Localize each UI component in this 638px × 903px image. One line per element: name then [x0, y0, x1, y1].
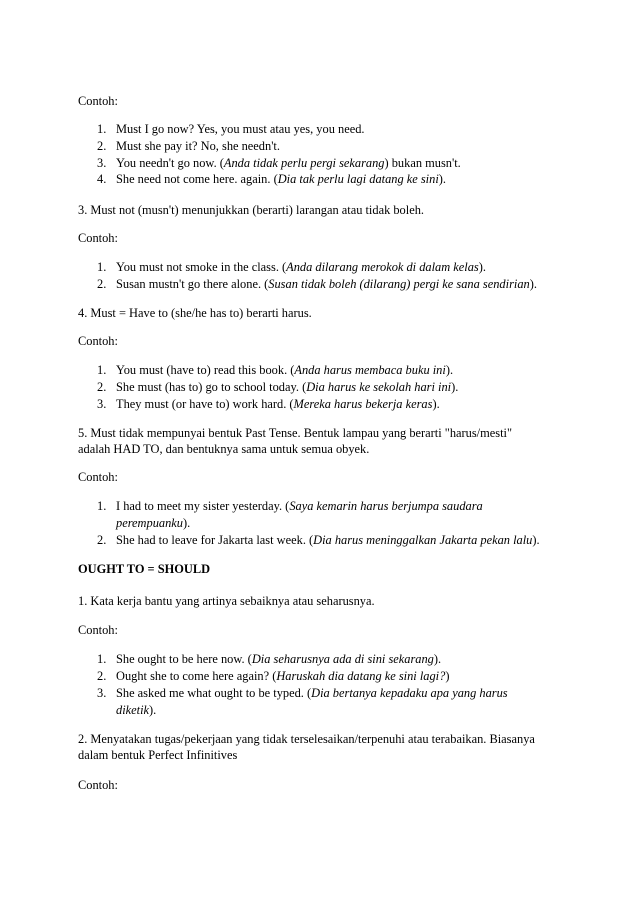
section-5-text: 5. Must tidak mempunyai bentuk Past Tense. Bentuk lampau yang berarti "harus/mesti" [78, 426, 513, 440]
section-5-text: adalah HAD TO, dan bentuknya sama untuk semua obyek. [78, 442, 370, 456]
section-4-text: 4. Must = Have to (she/he has to) berarti harus. [78, 306, 312, 320]
list-item: 4. She need not come here. again. (Dia tak perlu lagi datang ke sini). [97, 172, 446, 186]
section-3-text: 3. Must not (musn't) menunjukkan (berarti) larangan atau tidak boleh. [78, 203, 424, 217]
contoh-label: Contoh: [78, 334, 118, 348]
list-item: 2. She had to leave for Jakarta last week. (Dia harus meninggalkan Jakarta pekan lalu). [97, 533, 540, 547]
contoh-label: Contoh: [78, 231, 118, 245]
list-item-continuation: perempuanku). [116, 516, 191, 530]
contoh-label: Contoh: [78, 470, 118, 484]
section-heading: OUGHT TO = SHOULD [78, 562, 211, 576]
contoh-label: Contoh: [78, 778, 118, 792]
contoh-label: Contoh: [78, 94, 118, 108]
list-item: 1. You must (have to) read this book. (Anda harus membaca buku ini). [97, 363, 454, 377]
list-item: 1. You must not smoke in the class. (Anda dilarang merokok di dalam kelas). [97, 260, 486, 274]
contoh-label: Contoh: [78, 623, 118, 637]
list-item: 3. They must (or have to) work hard. (Mereka harus bekerja keras). [97, 397, 440, 411]
list-item: 2. Susan mustn't go there alone. (Susan tidak boleh (dilarang) pergi ke sana sendirian). [97, 277, 537, 291]
ought-point-2: dalam bentuk Perfect Infinitives [78, 748, 238, 762]
ought-point-2: 2. Menyatakan tugas/pekerjaan yang tidak terselesaikan/terpenuhi atau terabaikan. Biasanya [78, 732, 535, 746]
list-item: 3. You needn't go now. (Anda tidak perlu pergi sekarang) bukan musn't. [97, 156, 461, 170]
list-item: 2. She must (has to) go to school today. (Dia harus ke sekolah hari ini). [97, 380, 459, 394]
list-item: 1. She ought to be here now. (Dia seharusnya ada di sini sekarang). [97, 652, 442, 666]
list-item: 2. Must she pay it? No, she needn't. [97, 139, 280, 153]
list-item: 1. Must I go now? Yes, you must atau yes, you need. [97, 122, 365, 136]
list-item: 3. She asked me what ought to be typed. (Dia bertanya kepadaku apa yang harus [97, 686, 508, 700]
list-item: 1. I had to meet my sister yesterday. (Saya kemarin harus berjumpa saudara [97, 499, 483, 513]
list-item: 2. Ought she to come here again? (Haruskah dia datang ke sini lagi?) [97, 669, 450, 683]
list-item-continuation: diketik). [116, 703, 157, 717]
ought-point-1: 1. Kata kerja bantu yang artinya sebaiknya atau seharusnya. [78, 594, 375, 608]
